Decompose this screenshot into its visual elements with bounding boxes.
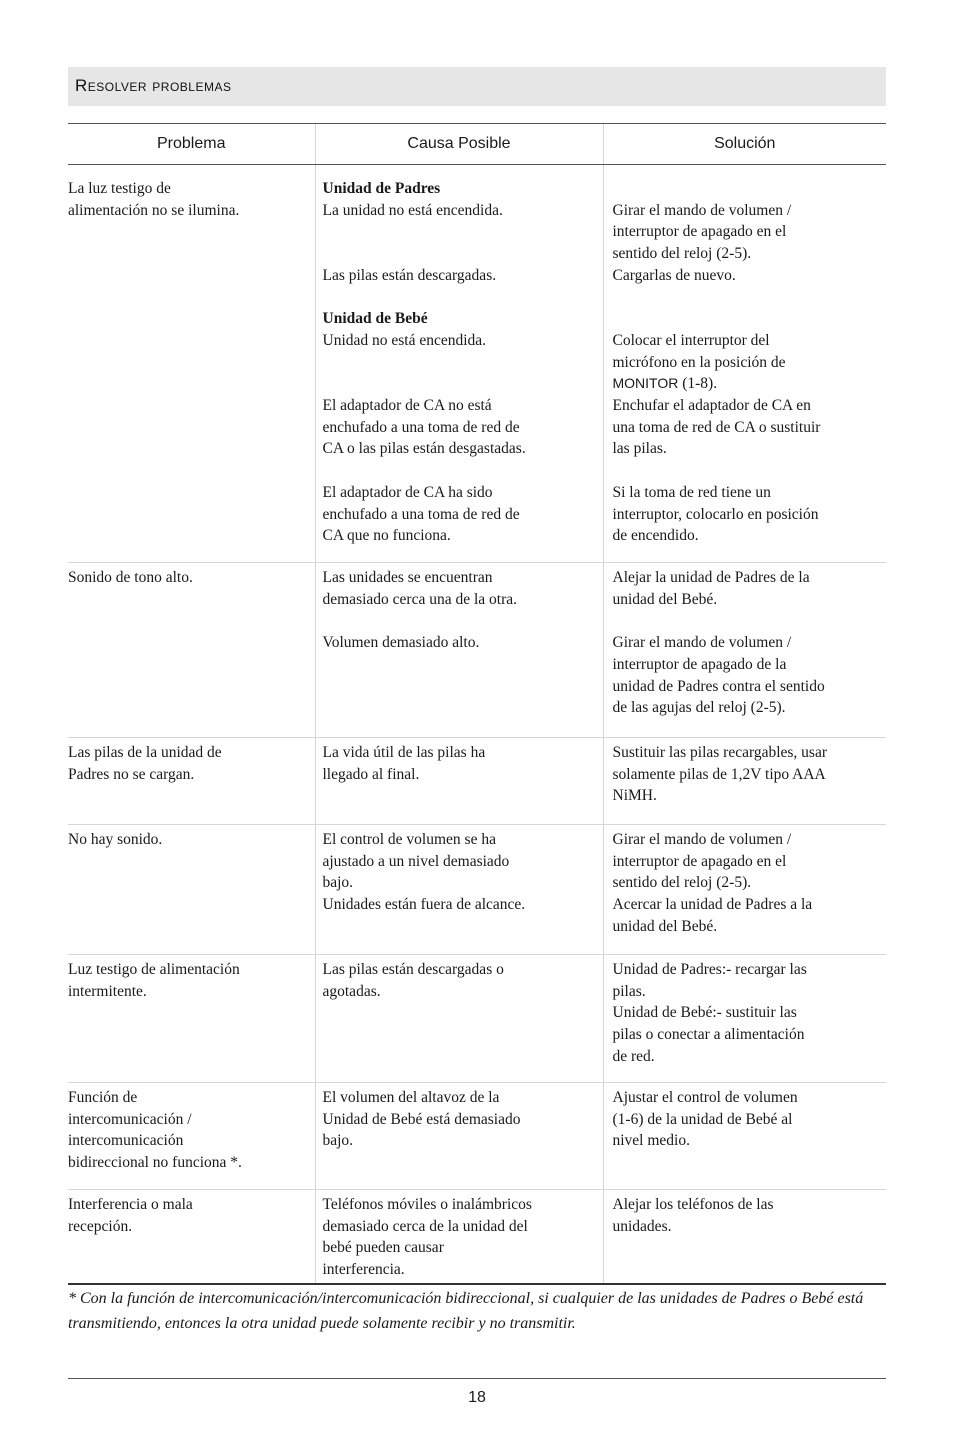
solution-text: Alejar la unidad de Padres de la unidad del Bebé. Girar el mando de volumen / interruptor de apagado de la unidad de Padres contra el sentido de las agujas del reloj (2-5). <box>612 569 825 717</box>
cause-cell <box>315 563 603 738</box>
table-row <box>68 1083 886 1190</box>
cause-text: Las unidades se encuentran demasiado cerca una de la otra. Volumen demasiado alto. <box>322 569 518 652</box>
cause-cell <box>315 1083 603 1190</box>
header-solucion: Solución <box>603 124 886 165</box>
cause-text: El volumen del altavoz de la Unidad de Bebé está demasiado bajo. <box>322 1089 521 1150</box>
solution-text: Enchufar el adaptador de CA en una toma de red de CA o sustituir las pilas. Si la toma de red tiene un interruptor, colocarlo en posición de encendido. <box>612 397 821 545</box>
header-problema: Problema <box>68 124 315 165</box>
problem-text: Función de intercomunicación / intercomunicación bidireccional no funciona *. <box>68 1089 242 1172</box>
problem-cell <box>68 955 315 1083</box>
cause-cell <box>315 738 603 825</box>
cause-text: Las pilas están descargadas o agotadas. <box>322 961 504 1000</box>
cause-cell <box>315 955 603 1083</box>
table-row <box>68 825 886 955</box>
cause-text: La unidad no está encendida. Las pilas están descargadas. <box>322 201 503 284</box>
cause-text: El control de volumen se ha ajustado a un nivel demasiado bajo. Unidades están fuera de alcance. <box>322 831 526 914</box>
monitor-label: MONITOR <box>612 375 679 392</box>
cause-cell <box>315 1190 603 1284</box>
solution-text: Sustituir las pilas recargables, usar solamente pilas de 1,2V tipo AAA NiMH. <box>612 744 828 805</box>
table-header-row <box>68 124 886 165</box>
problem-cell <box>68 563 315 738</box>
solution-text: Unidad de Padres:- recargar las pilas. Unidad de Bebé:- sustituir las pilas o conectar a alimentación de red. <box>612 961 807 1065</box>
page-number: 18 <box>468 1389 486 1406</box>
solution-cell <box>603 165 886 563</box>
solution-cell <box>603 825 886 955</box>
table-row <box>68 955 886 1083</box>
solution-text: Girar el mando de volumen / interruptor de apagado en el sentido del reloj (2-5). Acercar la unidad de Padres a la unidad del Bebé. <box>612 831 813 935</box>
problem-text: Las pilas de la unidad de Padres no se cargan. <box>68 744 222 783</box>
problem-cell <box>68 738 315 825</box>
solution-text: (1-8). <box>678 375 718 393</box>
problem-text: No hay sonido. <box>68 831 163 848</box>
cause-cell <box>315 825 603 955</box>
table-row <box>68 563 886 738</box>
section-title-band <box>68 67 886 106</box>
problem-text: La luz testigo de alimentación no se ilumina. <box>68 180 240 219</box>
solution-text: Girar el mando de volumen / interruptor de apagado en el sentido del reloj (2-5). Cargarlas de nuevo. Colocar el interruptor del micrófono en la posición de <box>612 201 792 371</box>
solution-cell <box>603 955 886 1083</box>
cause-cell <box>315 165 603 563</box>
solution-text: Alejar los teléfonos de las unidades. <box>612 1196 774 1235</box>
troubleshooting-table-wrapper <box>68 123 886 1285</box>
problem-text: Sonido de tono alto. <box>68 569 193 586</box>
table-row <box>68 738 886 825</box>
problem-text: Interferencia o mala recepción. <box>68 1196 193 1235</box>
footnote: * Con la función de intercomunicación/intercomunicación bidireccional, si cualquier de las unidades de Padres o Bebé está transmitiendo, entonces la otra unidad puede solamente recibir y no transmitir. <box>68 1290 864 1332</box>
solution-cell <box>603 1190 886 1284</box>
cause-heading-padres: Unidad de Padres <box>322 180 441 197</box>
table-row <box>68 165 886 563</box>
problem-cell <box>68 1190 315 1284</box>
problem-cell <box>68 165 315 563</box>
cause-text: Teléfonos móviles o inalámbricos demasiado cerca de la unidad del bebé pueden causar interferencia. <box>322 1196 532 1279</box>
solution-cell <box>603 738 886 825</box>
solution-cell <box>603 1083 886 1190</box>
bottom-divider <box>68 1378 886 1379</box>
solution-cell <box>603 563 886 738</box>
spacer <box>323 287 595 309</box>
problem-cell <box>68 825 315 955</box>
table-row <box>68 1190 886 1284</box>
cause-heading-bebe: Unidad de Bebé <box>322 310 428 328</box>
page-title: Resolver problemas <box>75 76 232 95</box>
header-causa-posible: Causa Posible <box>315 124 603 165</box>
solution-text: Ajustar el control de volumen (1-6) de la unidad de Bebé al nivel medio. <box>612 1089 798 1150</box>
problem-cell <box>68 1083 315 1190</box>
problem-text: Luz testigo de alimentación intermitente. <box>68 961 240 1000</box>
troubleshooting-table <box>68 123 886 1285</box>
cause-text: La vida útil de las pilas ha llegado al final. <box>322 744 486 783</box>
cause-text: Unidad no está encendida. El adaptador de CA no está enchufado a una toma de red de CA o las pilas están desgastadas. El adaptador de CA ha sido enchufado a una toma de red de CA que no funciona. <box>322 331 526 545</box>
